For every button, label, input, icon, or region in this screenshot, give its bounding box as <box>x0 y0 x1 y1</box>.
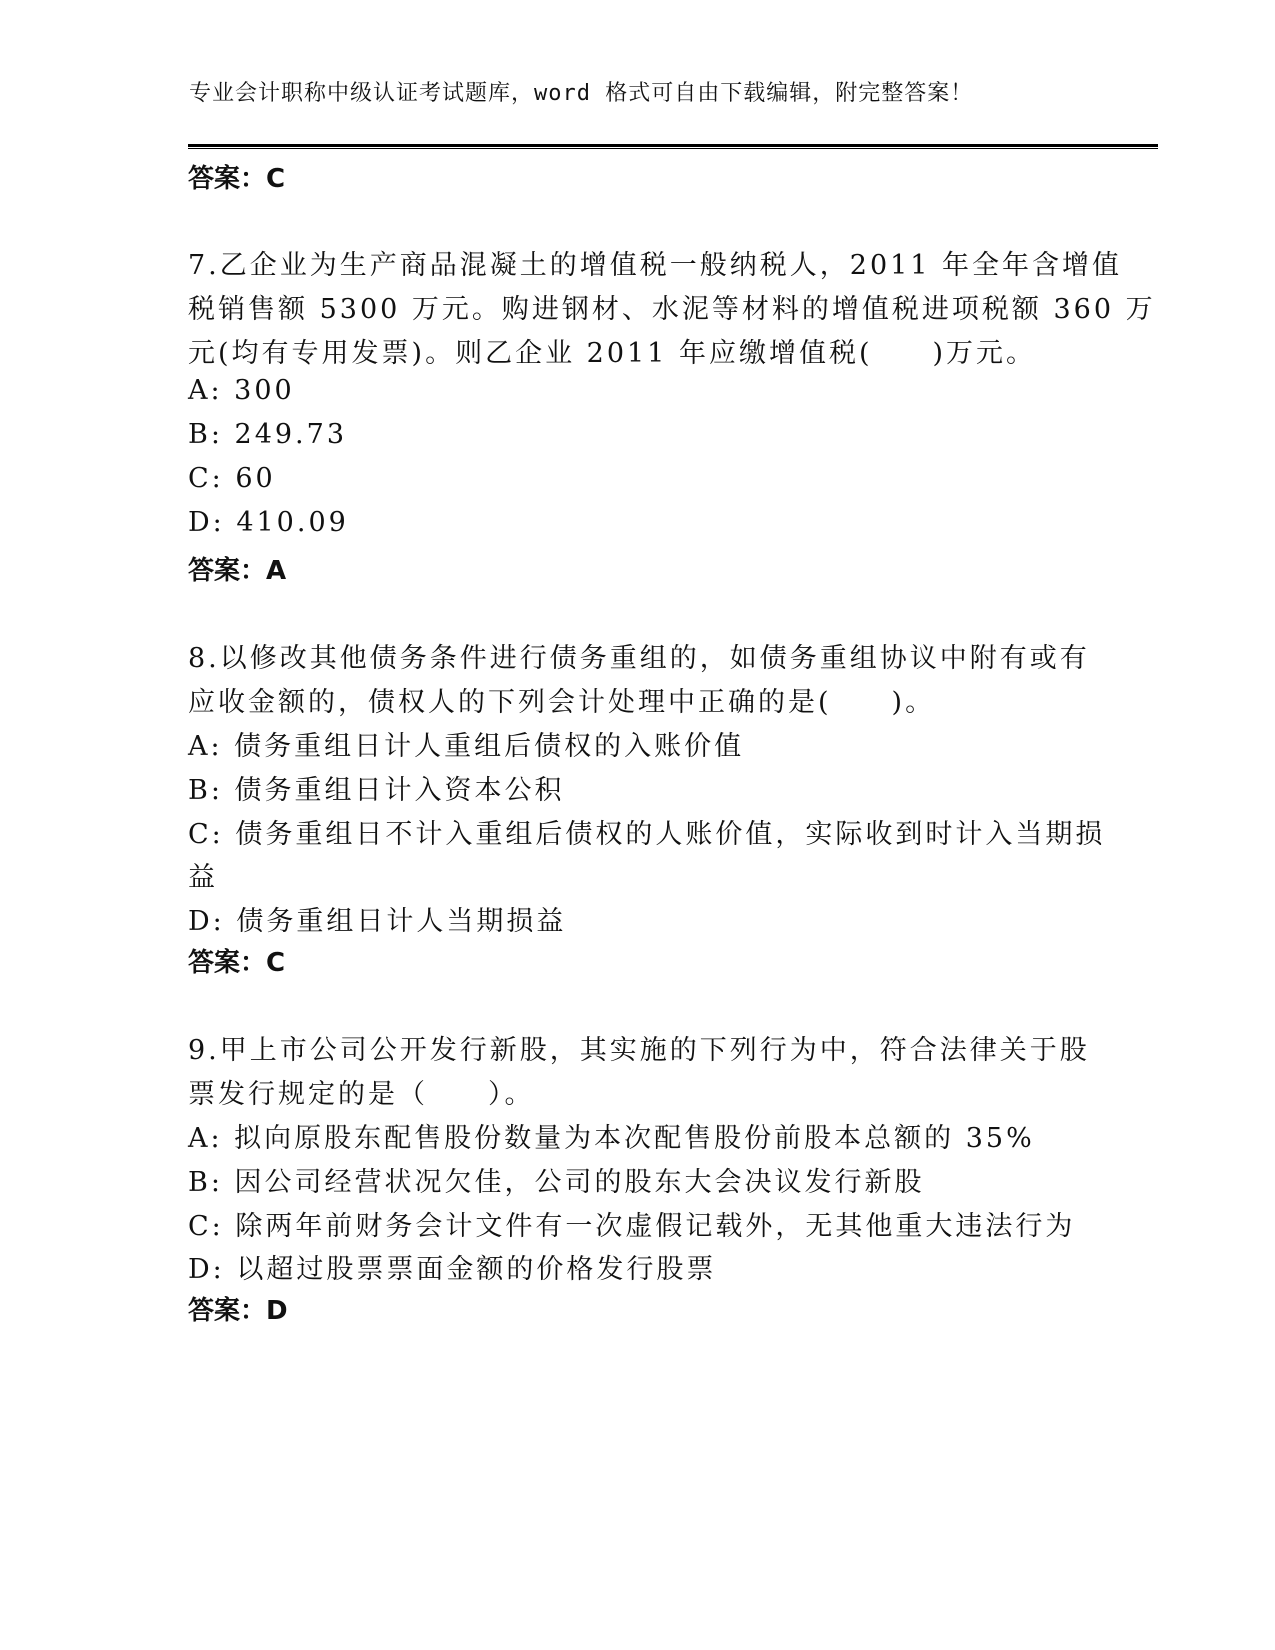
question-7-option-d: D: 410.09 <box>188 507 349 538</box>
question-9-option-a: A: 拟向原股东配售股份数量为本次配售股份前股本总额的 35% <box>188 1123 1035 1154</box>
question-9-stem-line-2: 票发行规定的是（ ）。 <box>188 1079 535 1110</box>
answer-previous: 答案：C <box>188 164 286 194</box>
question-9-option-c: C: 除两年前财务会计文件有一次虚假记载外，无其他重大违法行为 <box>188 1211 1076 1242</box>
question-9-option-d: D: 以超过股票票面金额的价格发行股票 <box>188 1254 717 1285</box>
question-7-option-b: B: 249.73 <box>188 419 347 450</box>
question-7-answer: 答案：A <box>188 556 287 586</box>
question-8-option-d: D: 债务重组日计人当期损益 <box>188 906 567 937</box>
question-7-option-c: C: 60 <box>188 463 276 494</box>
question-7-stem-line-1: 7.乙企业为生产商品混凝土的增值税一般纳税人，2011 年全年含增值 <box>188 250 1123 281</box>
question-8-stem-line-2: 应收金额的，债权人的下列会计处理中正确的是( )。 <box>188 687 936 718</box>
page-header: 专业会计职称中级认证考试题库，word 格式可自由下载编辑，附完整答案！ <box>189 81 974 106</box>
question-8-answer: 答案：C <box>188 948 286 978</box>
question-9-option-b: B: 因公司经营状况欠佳，公司的股东大会决议发行新股 <box>188 1167 925 1198</box>
question-8-option-a: A: 债务重组日计人重组后债权的入账价值 <box>188 731 745 762</box>
question-8-option-c-cont: 益 <box>188 862 218 893</box>
question-7-stem-line-2: 税销售额 5300 万元。购进钢材、水泥等材料的增值税进项税额 360 万 <box>188 294 1156 325</box>
question-9-stem-line-1: 9.甲上市公司公开发行新股，其实施的下列行为中，符合法律关于股 <box>188 1035 1090 1066</box>
header-rule <box>188 144 1158 149</box>
question-8-option-c: C: 债务重组日不计入重组后债权的人账价值，实际收到时计入当期损 <box>188 819 1106 850</box>
question-7-stem-line-3: 元(均有专用发票)。则乙企业 2011 年应缴增值税( )万元。 <box>188 338 1037 369</box>
question-8-stem-line-1: 8.以修改其他债务条件进行债务重组的，如债务重组协议中附有或有 <box>188 643 1090 674</box>
question-9-answer: 答案：D <box>188 1296 288 1326</box>
question-7-option-a: A: 300 <box>188 375 295 406</box>
question-8-option-b: B: 债务重组日计入资本公积 <box>188 775 565 806</box>
